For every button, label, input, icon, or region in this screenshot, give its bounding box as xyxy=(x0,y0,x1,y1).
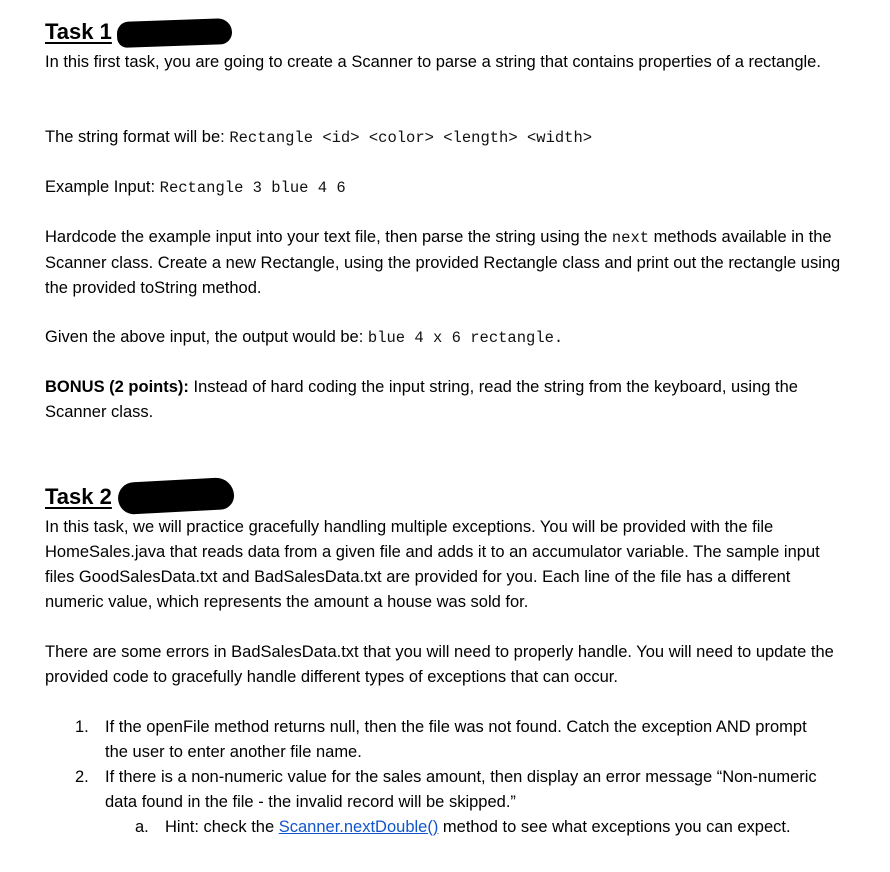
format-label: The string format will be: xyxy=(45,128,230,146)
task2-errors: There are some errors in BadSalesData.txt that you will need to properly handle. You will need to update the provided code to gracefully handle different types of exceptions that can occur. xyxy=(45,643,834,686)
task1-bonus xyxy=(45,375,845,425)
format-code: Rectangle <id> <color> <length> <width> xyxy=(229,129,593,147)
sub-item-a-number: a. xyxy=(135,818,149,836)
output-label: Given the above input, the output would be: xyxy=(45,328,368,346)
hint-text-b: method to see what exceptions you can expect. xyxy=(438,818,791,836)
task2-heading: Task 2 xyxy=(45,484,112,509)
list-item-2-number: 2. xyxy=(75,768,89,786)
hardcode-text-b: methods available in the Scanner class. Create a new Rectangle, using the provided Rectangle class and print out the rectangle using the provided toString method. xyxy=(45,228,841,297)
scanner-nextdouble-link[interactable]: Scanner.nextDouble() xyxy=(278,818,439,836)
list-item-1-text: If the openFile method returns null, then the file was not found. Catch the exception AND prompt the user to enter another file name. xyxy=(105,718,807,761)
hardcode-text-a: Hardcode the example input into your text file, then parse the string using the xyxy=(45,228,612,246)
sub-item-a-text xyxy=(165,815,815,840)
bonus-text: Instead of hard coding the input string, read the string from the keyboard, using the Scanner class. xyxy=(45,378,798,421)
redaction-mark-1 xyxy=(117,18,233,48)
bonus-label: BONUS (2 points): xyxy=(45,378,189,396)
redaction-mark-2 xyxy=(117,477,235,515)
task1-example xyxy=(45,175,845,201)
task1-heading: Task 1 xyxy=(45,19,112,44)
hint-text-a: Hint: check the xyxy=(165,818,279,836)
task1-intro: In this first task, you are going to create a Scanner to parse a string that contains properties of a rectangle. xyxy=(45,53,821,71)
task1-hardcode xyxy=(45,225,845,301)
task1-format xyxy=(45,125,845,151)
list-item-1-number: 1. xyxy=(75,718,89,736)
hardcode-code: next xyxy=(611,229,650,247)
task2-intro: In this task, we will practice gracefully handling multiple exceptions. You will be provided with the file HomeSales.java that reads data from a given file and adds it to an accumulator variable. The sample input files GoodSalesData.txt and BadSalesData.txt are provided for you. Each line of the file has a different numeric value, which represents the amount a house was sold for. xyxy=(45,518,820,611)
example-label: Example Input: xyxy=(45,178,160,196)
task1-output xyxy=(45,325,845,351)
example-code: Rectangle 3 blue 4 6 xyxy=(159,179,346,197)
list-item-2-text: If there is a non-numeric value for the sales amount, then display an error message “Non-numeric data found in the file - the invalid record will be skipped.” xyxy=(105,768,817,811)
output-code: blue 4 x 6 rectangle. xyxy=(367,329,564,347)
